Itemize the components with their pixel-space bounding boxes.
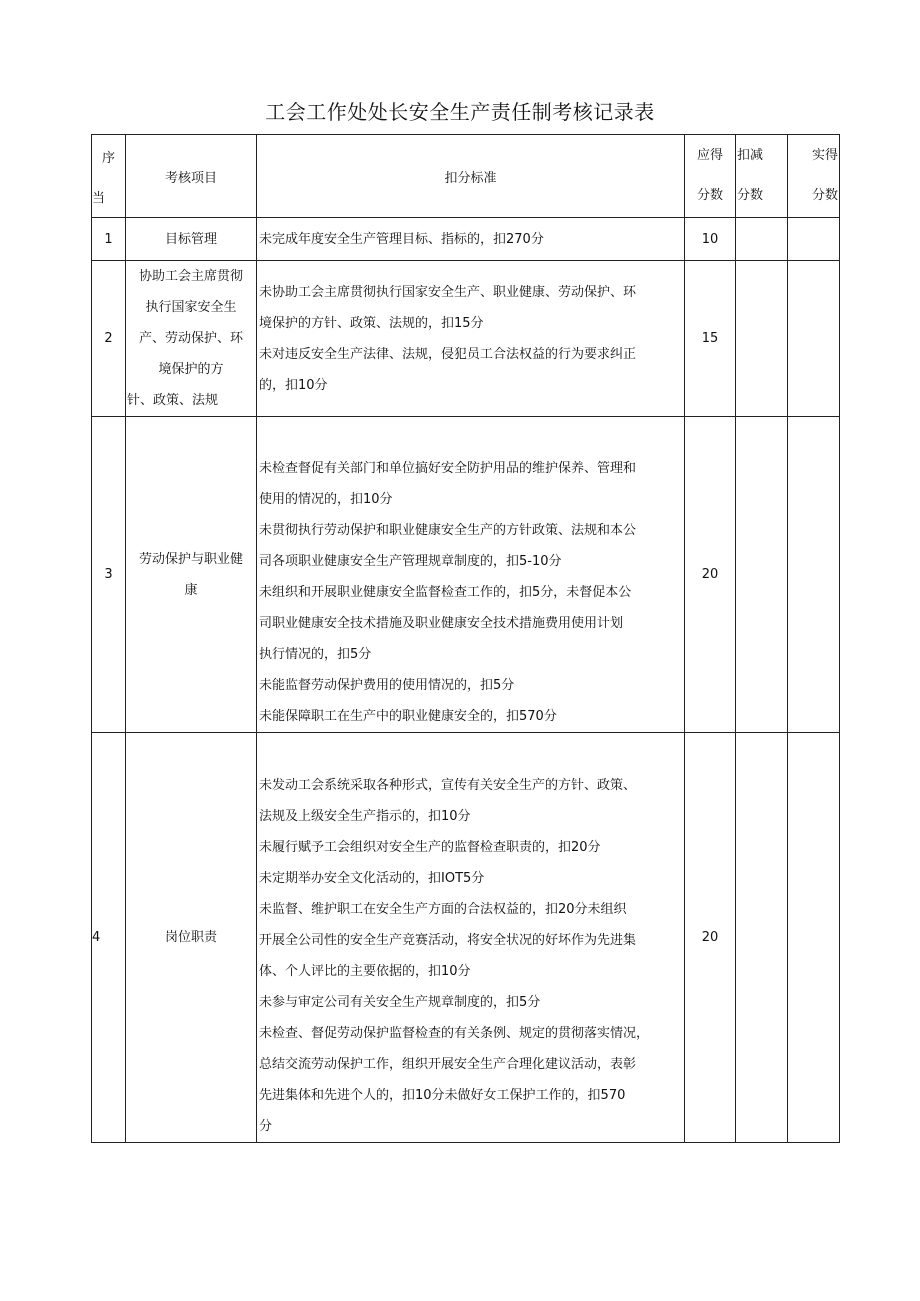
row-score: 20 — [685, 417, 736, 733]
header-standard: 扣分标准 — [257, 135, 685, 218]
row-actual — [788, 261, 840, 417]
row-standard: 未检查督促有关部门和单位搞好安全防护用品的维护保养、管理和 使用的情况的，扣10分 未贯彻执行劳动保护和职业健康安全生产的方针政策、法规和本公 司各项职业健康安全生产管理规章制度的，扣5-10分 未组织和开展职业健康安全监督检查工作的，扣5分，未督促本公 司职业健康安全技术措施及职业健康安全技术措施费用使用计划 执行情况的，扣5分 未能监督劳动保护费用的使用情况的，扣5分 未能保障职工在生产中的职业健康安全的，扣570分 — [257, 417, 685, 733]
row-deduct — [736, 417, 788, 733]
header-actual: 实得 分数 — [788, 135, 840, 218]
row-standard: 未发动工会系统采取各种形式，宣传有关安全生产的方针、政策、 法规及上级安全生产指示的，扣10分 未履行赋予工会组织对安全生产的监督检查职责的，扣20分 未定期举办安全文化活动的，扣IOT5分 未监督、维护职工在安全生产方面的合法权益的，扣20分未组织 开展全公司性的安全生产竞赛活动，将安全状况的好坏作为先进集 体、个人评比的主要依据的，扣10分 未参与审定公司有关安全生产规章制度的，扣5分 未检查、督促劳动保护监督检查的有关条例、规定的贯彻落实情况， 总结交流劳动保护工作，组织开展安全生产合理化建议活动，表彰 先进集体和先进个人的，扣10分未做好女工保护工作的，扣570 分 — [257, 733, 685, 1143]
table-row — [92, 261, 840, 417]
row-deduct — [736, 218, 788, 261]
table-row — [92, 733, 840, 1143]
assessment-table — [91, 134, 840, 1143]
row-seq: 1 — [92, 218, 126, 261]
table-row — [92, 417, 840, 733]
row-item: 劳动保护与职业健 康 — [126, 417, 257, 733]
header-row — [92, 135, 840, 218]
row-actual — [788, 218, 840, 261]
header-should-score: 应得 分数 — [685, 135, 736, 218]
row-seq: 2 — [92, 261, 126, 417]
row-actual — [788, 417, 840, 733]
row-score: 15 — [685, 261, 736, 417]
header-deduct: 扣减 分数 — [736, 135, 788, 218]
row-item: 目标管理 — [126, 218, 257, 261]
row-score: 10 — [685, 218, 736, 261]
page-title: 工会工作处处长安全生产责任制考核记录表 — [265, 100, 655, 124]
row-seq: 3 — [92, 417, 126, 733]
row-deduct — [736, 733, 788, 1143]
header-item: 考核项目 — [126, 135, 257, 218]
row-item: 岗位职责 — [126, 733, 257, 1143]
row-item: 协助工会主席贯彻 执行国家安全生 产、劳动保护、环 境保护的方 针、政策、法规 — [126, 261, 257, 417]
row-deduct — [736, 261, 788, 417]
table-row — [92, 218, 840, 261]
row-standard: 未完成年度安全生产管理目标、指标的，扣270分 — [257, 218, 685, 261]
row-actual — [788, 733, 840, 1143]
header-seq: 序 当 — [92, 135, 126, 218]
row-score: 20 — [685, 733, 736, 1143]
row-seq: 4 — [92, 733, 126, 1143]
row-standard: 未协助工会主席贯彻执行国家安全生产、职业健康、劳动保护、环 境保护的方针、政策、法规的，扣15分 未对违反安全生产法律、法规，侵犯员工合法权益的行为要求纠正 的，扣10分 — [257, 261, 685, 417]
